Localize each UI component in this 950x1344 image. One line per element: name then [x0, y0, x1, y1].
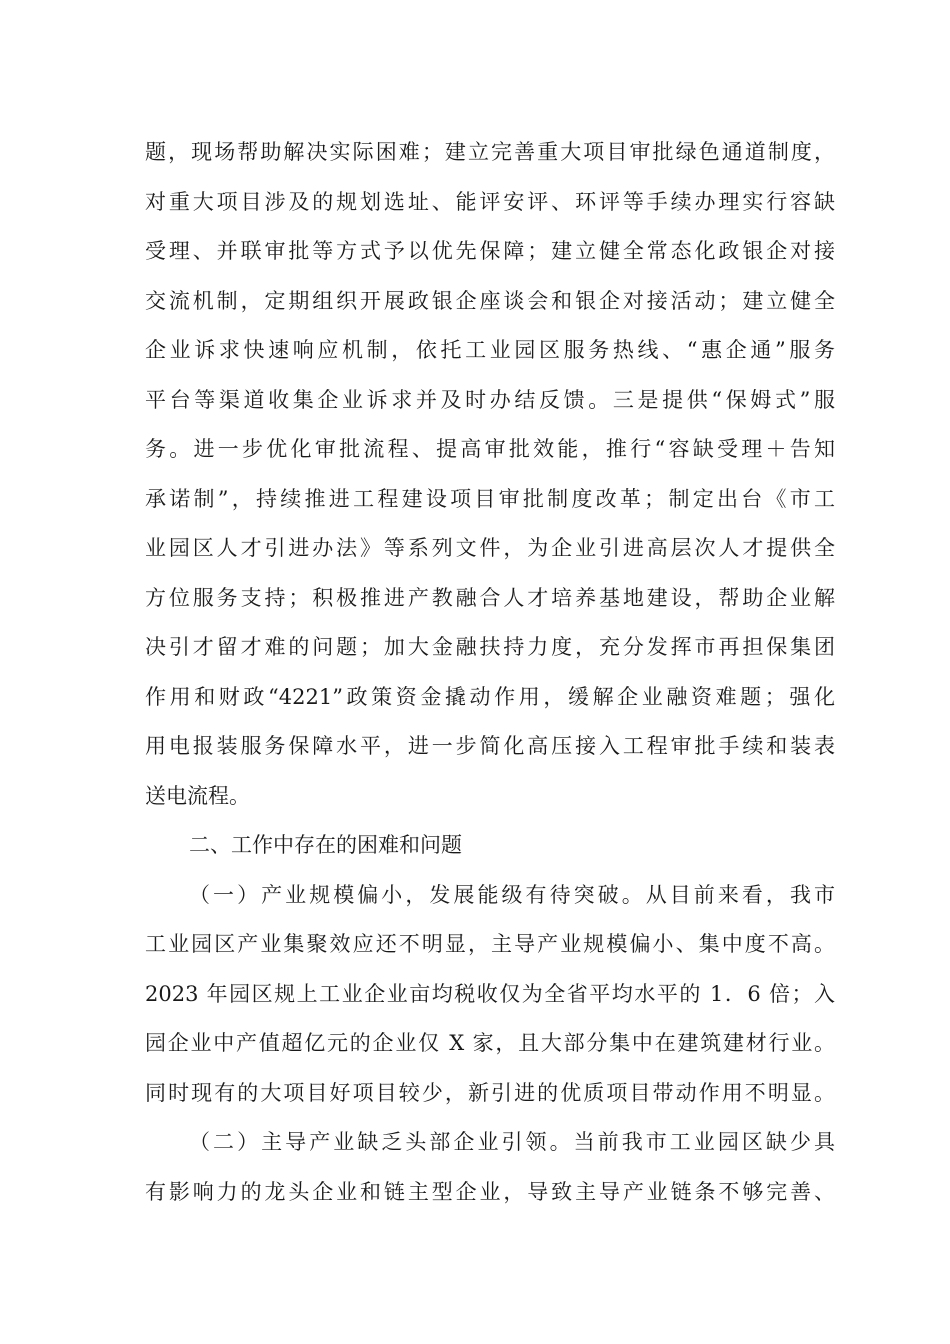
text-line: 工业园区产业集聚效应还不明显，主导产业规模偏小、集中度不高。: [145, 932, 835, 956]
text-line: 承诺制”，持续推进工程建设项目审批制度改革；制定出台《市工: [145, 487, 835, 511]
text-line: 对重大项目涉及的规划选址、能评安评、环评等手续办理实行容缺: [145, 190, 835, 214]
text-line: 企业诉求快速响应机制，依托工业园区服务热线、“惠企通”服务: [145, 338, 835, 362]
text-line: 受理、并联审批等方式予以优先保障；建立健全常态化政银企对接: [145, 239, 835, 263]
text-line: 业园区人才引进办法》等系列文件，为企业引进高层次人才提供全: [145, 536, 835, 560]
text-line: 务。进一步优化审批流程、提高审批效能，推行“容缺受理＋告知: [145, 437, 835, 461]
text-line: 决引才留才难的问题；加大金融扶持力度，充分发挥市再担保集团: [145, 635, 835, 659]
text-line: 方位服务支持；积极推进产教融合人才培养基地建设，帮助企业解: [145, 586, 835, 610]
text-line: 有影响力的龙头企业和链主型企业，导致主导产业链条不够完善、: [145, 1180, 835, 1204]
section-heading: 二、工作中存在的困难和问题: [189, 833, 462, 857]
text-line: 用电报装服务保障水平，进一步简化高压接入工程审批手续和装表: [145, 734, 835, 758]
text-line: 同时现有的大项目好项目较少，新引进的优质项目带动作用不明显。: [145, 1081, 835, 1105]
text-line: 2023 年园区规上工业企业亩均税收仅为全省平均水平的 1．6 倍；入: [145, 982, 835, 1006]
text-line: 题，现场帮助解决实际困难；建立完善重大项目审批绿色通道制度，: [145, 140, 835, 164]
text-line: 平台等渠道收集企业诉求并及时办结反馈。三是提供“保姆式”服: [145, 388, 835, 412]
text-line: 交流机制，定期组织开展政银企座谈会和银企对接活动；建立健全: [145, 289, 835, 313]
text-line: 作用和财政“4221”政策资金撬动作用，缓解企业融资难题；强化: [145, 685, 835, 709]
text-line: 园企业中产值超亿元的企业仅 X 家，且大部分集中在建筑建材行业。: [145, 1031, 835, 1055]
text-line: （二）主导产业缺乏头部企业引领。当前我市工业园区缺少具: [189, 1130, 835, 1154]
text-line: （一）产业规模偏小，发展能级有待突破。从目前来看，我市: [189, 883, 835, 907]
text-line: 送电流程。: [145, 784, 250, 808]
